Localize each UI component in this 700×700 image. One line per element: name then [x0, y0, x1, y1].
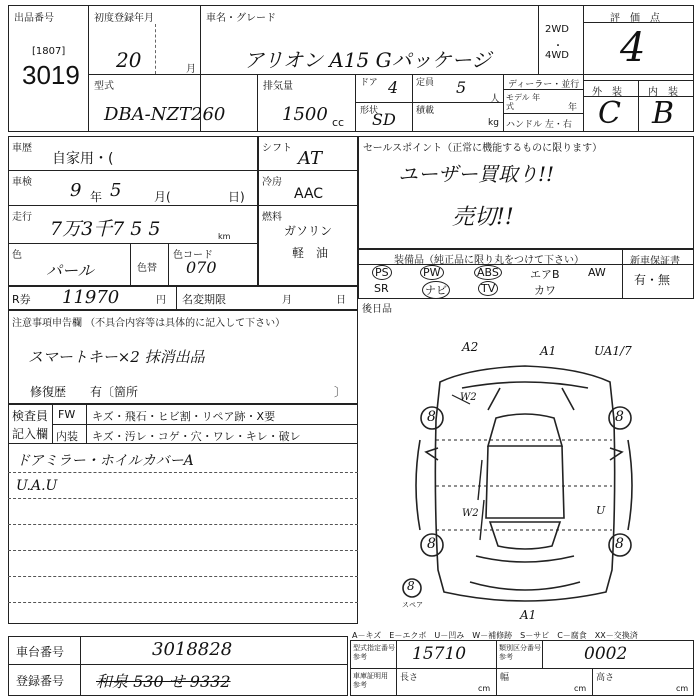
- equip-aw: AW: [588, 266, 606, 279]
- width-label: 幅: [500, 673, 510, 683]
- damage-mark: A2: [462, 340, 479, 354]
- transfer-day: 日: [336, 295, 346, 306]
- fuel-gas: ガソリン: [284, 224, 333, 238]
- capacity-unit: 人: [490, 94, 500, 105]
- ticket-label: R券: [12, 293, 31, 306]
- door-value: 4: [388, 78, 399, 97]
- yen-unit: 円: [156, 295, 166, 306]
- cert-value: 15710: [412, 644, 467, 664]
- warranty-value: 有・無: [634, 273, 671, 287]
- color-change-label: 色替: [137, 263, 157, 274]
- equip-navi: ナビ: [422, 281, 450, 299]
- wheel-mark: 8: [427, 536, 436, 552]
- cc-unit: cc: [332, 116, 345, 129]
- inspector-label: 検査員: [12, 409, 49, 423]
- drive-2wd: 2WD: [545, 24, 569, 35]
- notes-value: スマートキー×2 抹消出品: [28, 348, 205, 366]
- reg-value: 和泉 530 せ 9332: [96, 672, 231, 691]
- class-label: 類別区分番号 参考: [499, 644, 541, 661]
- shape-value: SD: [372, 110, 396, 129]
- shaken-label: 車検: [12, 177, 32, 188]
- spare-label: スペア: [402, 601, 423, 609]
- height-label: 高さ: [596, 673, 615, 683]
- divider: [350, 668, 694, 669]
- cert-ref-label: 車庫証明用 参考: [353, 672, 388, 689]
- legend: A－キズ E－エクボ U－凹み W－補修跡 S－サビ C－腐食 XX－交換済: [352, 631, 638, 640]
- car-name-value: アリオン A15 Gパッケージ: [244, 48, 492, 72]
- repair-label: 修復歴 有〔箇所: [30, 385, 139, 399]
- fw-label: FW: [58, 408, 76, 421]
- warranty-label: 新車保証書: [630, 256, 680, 267]
- transfer-label: 名変期限: [182, 293, 226, 306]
- first-reg-label: 初度登録年月: [94, 13, 154, 24]
- handwritten-note-2: U.A.U: [16, 478, 58, 494]
- equip-label: 装備品（純正品に限り丸をつけて下さい）: [394, 255, 584, 266]
- fuel-diesel: 軽 油: [292, 246, 329, 260]
- exterior-value: C: [598, 96, 621, 131]
- divider: [8, 664, 348, 665]
- ticket-value: 11970: [62, 287, 120, 308]
- wheel-mark: 8: [427, 409, 436, 425]
- damage-mark: A1: [540, 344, 557, 358]
- month-unit: 月(: [154, 190, 171, 204]
- cm-unit: cm: [574, 684, 587, 693]
- shape-label: 形状: [360, 106, 379, 116]
- equip-pw: PW: [420, 265, 444, 280]
- divider: [542, 640, 543, 668]
- shaken-value: 9: [70, 180, 82, 201]
- length-label: 長さ: [400, 673, 419, 683]
- model-label: 型式: [94, 81, 114, 92]
- km-unit: km: [218, 232, 231, 241]
- equip-ps: PS: [372, 265, 392, 280]
- class-value: 0002: [584, 644, 628, 664]
- divider: [496, 640, 497, 696]
- history-value: 自家用・(: [52, 151, 114, 167]
- equip-leather: カワ: [534, 284, 556, 297]
- fuel-label: 燃料: [262, 212, 282, 223]
- history-label: 車歴: [12, 143, 32, 154]
- damage-mark: U: [596, 504, 606, 517]
- grade-label: 評 価 点: [610, 13, 660, 24]
- color-code-label: 色コード: [173, 250, 213, 261]
- car-name-label: 車名・グレード: [206, 13, 276, 24]
- interior-value: B: [652, 96, 675, 131]
- lot-label: 出品番号: [14, 13, 54, 24]
- interior-inspect-label: 内装: [56, 430, 78, 443]
- divider: [80, 636, 81, 696]
- chassis-value: 3018828: [152, 639, 233, 660]
- day-unit: 日): [228, 190, 245, 204]
- mileage-value: 7万3千7 5 5: [50, 218, 161, 240]
- sales-line-2: 売切!!: [452, 205, 514, 230]
- kg-unit: kg: [488, 118, 499, 128]
- model-value: DBA-NZT260: [104, 104, 226, 125]
- door-label: ドア: [360, 78, 378, 88]
- wheel-mark: 8: [615, 536, 624, 552]
- year-unit: 年: [90, 190, 103, 204]
- first-reg-value: 20: [116, 48, 142, 72]
- displacement-label: 排気量: [263, 81, 293, 92]
- interior-label: 内 装: [648, 87, 678, 98]
- fw-items: キズ・飛石・ヒビ割・リペア跡・X要: [92, 410, 276, 423]
- sales-label: セールスポイント（正常に機能するものに限ります）: [363, 143, 603, 154]
- sales-line-1: ユーザー買取り!!: [398, 162, 555, 186]
- mileage-label: 走行: [12, 212, 32, 223]
- damage-mark: A1: [520, 608, 537, 622]
- month-unit: 月: [186, 64, 196, 75]
- handle-label: ハンドル 左・右: [506, 120, 572, 130]
- damage-mark: UA1/7: [594, 344, 632, 358]
- reg-label: 登録番号: [16, 674, 65, 688]
- interior-items: キズ・汚レ・コゲ・穴・ワレ・キレ・破レ: [92, 430, 301, 443]
- load-label: 積載: [416, 106, 435, 116]
- cm-unit: cm: [478, 684, 491, 693]
- capacity-label: 定員: [416, 78, 435, 88]
- model-year-label: モデル 年式: [506, 93, 541, 111]
- chassis-label: 車台番号: [16, 645, 65, 659]
- equip-airbag: エアB: [530, 268, 560, 281]
- cm-unit: cm: [676, 684, 689, 693]
- damage-mark: W2: [460, 392, 477, 403]
- wheel-mark: 8: [615, 409, 624, 425]
- divider: [592, 668, 593, 696]
- transfer-month: 月: [282, 295, 292, 306]
- drive-4wd: 4WD: [545, 50, 569, 61]
- divider: [396, 640, 397, 696]
- cert-label: 型式指定番号 参考: [353, 644, 395, 661]
- lot-sub: [1807]: [32, 46, 66, 57]
- equip-tv: TV: [478, 281, 498, 296]
- dealer-label: ディーラー・並行: [508, 80, 580, 90]
- shaken-month: 5: [110, 180, 122, 201]
- equip-abs: ABS: [474, 265, 502, 280]
- color-value: パール: [46, 261, 94, 280]
- exterior-label: 外 装: [592, 87, 622, 98]
- spare-mark: 8: [407, 579, 415, 593]
- repair-close: 〕: [334, 385, 347, 399]
- year-unit: 年: [568, 103, 578, 113]
- lot-number: 3019: [22, 60, 80, 90]
- notes-label: 注意事項申告欄 （不具合内容等は具体的に記入して下さい）: [12, 318, 286, 329]
- color-code-value: 070: [186, 258, 217, 277]
- shift-label: シフト: [262, 143, 292, 154]
- ac-label: 冷房: [262, 177, 282, 188]
- ac-value: AAC: [294, 186, 324, 202]
- capacity-value: 5: [456, 78, 467, 97]
- later-label: 後日品: [362, 304, 392, 315]
- shift-value: AT: [298, 148, 323, 169]
- entry-label: 記入欄: [12, 427, 49, 441]
- grade-value: 4: [620, 25, 646, 71]
- handwritten-note-1: ドアミラー・ホイルカバーA: [16, 453, 194, 469]
- displacement-value: 1500: [282, 104, 328, 125]
- damage-mark: W2: [462, 508, 479, 519]
- equip-sr: SR: [374, 282, 389, 295]
- color-label: 色: [12, 250, 22, 261]
- drive-dot: ・: [553, 41, 563, 52]
